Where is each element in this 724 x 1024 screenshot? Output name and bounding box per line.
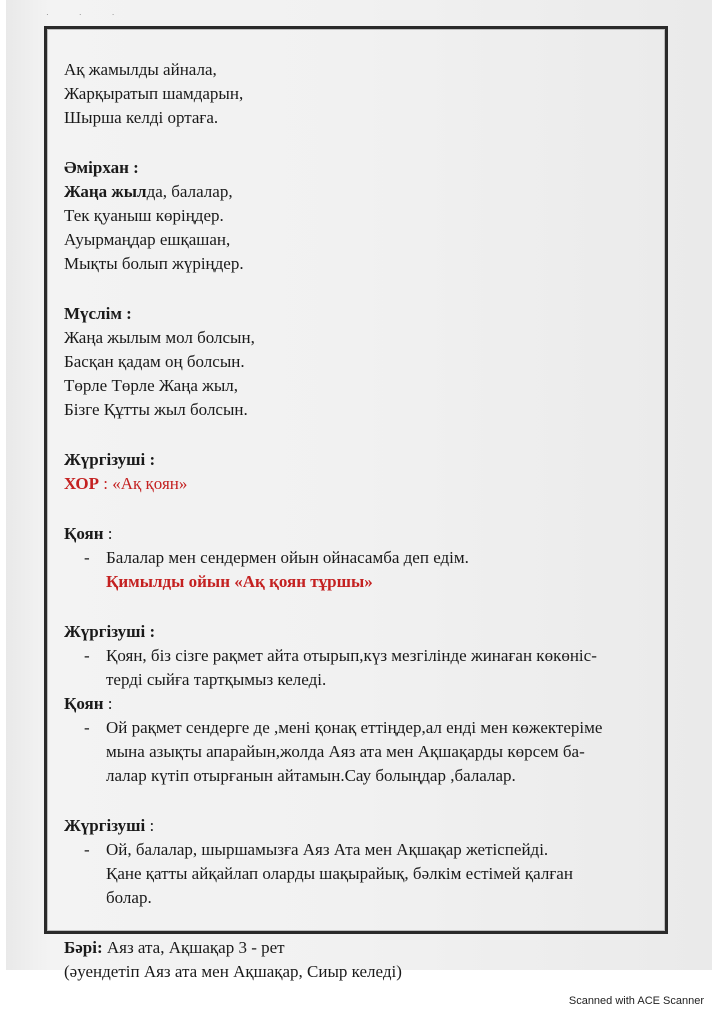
dialogue-continuation: Қане қатты айқайлап оларды шақырайық, бәлкім естімей қалған	[106, 864, 573, 883]
amirkhan-stanza	[64, 156, 654, 276]
poem-line: Жаңа жылым мол болсын,	[64, 328, 255, 347]
all-section	[64, 936, 654, 984]
speaker-line	[64, 522, 654, 546]
speaker-name: Әмірхан :	[64, 158, 139, 177]
speaker-name: Мүслім :	[64, 304, 132, 323]
scanner-watermark: Scanned with ACE Scanner	[568, 995, 704, 1007]
poem-line: Жарқыратып шамдарын,	[64, 84, 244, 103]
dash-bullet: -	[84, 548, 90, 567]
all-line	[64, 936, 654, 960]
dialogue-text: Балалар мен сендермен ойын ойнасамба деп едім.	[106, 548, 469, 567]
speaker-name: Жүргізуші	[64, 816, 146, 835]
speaker-name: Қоян	[64, 524, 104, 543]
dialogue-item	[64, 644, 654, 668]
host-section-3	[64, 814, 654, 910]
choir-label: ХОР	[64, 474, 100, 493]
speaker-name: Бәрі:	[64, 938, 103, 957]
speaker-name: Жүргізуші :	[64, 450, 156, 469]
speaker-colon: :	[103, 524, 113, 543]
rabbit-section-2	[64, 692, 654, 788]
dialogue-continuation: лалар күтіп отырғанын айтамын.Сау болыңдар ,балалар.	[106, 766, 516, 785]
host-section-2	[64, 620, 654, 692]
choir-line	[64, 472, 654, 496]
speaker-line	[64, 692, 654, 716]
dialogue-continuation: терді сыйға тартқымыз келеді.	[106, 670, 327, 689]
dialogue-text: Ой, балалар, шыршамызға Аяз Ата мен Ақшақар жетіспейді.	[106, 840, 549, 859]
poem-line: Мықты болып жүріңдер.	[64, 254, 244, 273]
host-section-1	[64, 448, 654, 496]
dialogue-continuation: болар.	[106, 888, 152, 907]
line-rest: да, балалар,	[146, 182, 233, 201]
dash-bullet: -	[84, 718, 90, 737]
dialogue-item	[64, 546, 654, 570]
scan-specks: · · ·	[46, 10, 129, 19]
dialogue-item	[64, 716, 654, 740]
poem-line: Ақ жамылды айнала,	[64, 60, 217, 79]
dash-bullet: -	[84, 646, 90, 665]
rabbit-section-1	[64, 522, 654, 594]
dialogue-text: Қоян, біз сізге рақмет айта отырып,күз мезгілінде жинаған көкөніс-	[106, 646, 597, 665]
dialogue-text: Ой рақмет сендерге де ,мені қонақ еттіңдер,ал енді мен көжектеріме	[106, 718, 603, 737]
speaker-name: Қоян	[64, 694, 104, 713]
poem-line: Шырша келді ортаға.	[64, 108, 219, 127]
choir-song: : «Ақ қоян»	[99, 474, 188, 493]
poem-line: Төрле Төрле Жаңа жыл,	[64, 376, 239, 395]
poem-line: Басқан қадам оң болсын.	[64, 352, 245, 371]
poem-line: Тек қуаныш көріңдер.	[64, 206, 224, 225]
dialogue-item	[64, 838, 654, 862]
script-text	[64, 58, 654, 984]
speaker-line	[64, 814, 654, 838]
speaker-colon: :	[103, 694, 113, 713]
muslim-stanza	[64, 302, 654, 422]
poem-stanza	[64, 58, 654, 130]
all-text: Аяз ата, Ақшақар 3 - рет	[102, 938, 285, 957]
poem-line: Ауырмаңдар ешқашан,	[64, 230, 231, 249]
poem-line	[64, 180, 654, 204]
game-title: Қимылды ойын «Ақ қоян тұршы»	[106, 572, 373, 591]
speaker-name: Жүргізуші :	[64, 622, 156, 641]
bold-phrase: Жаңа жыл	[64, 182, 147, 201]
stage-direction: (әуендетіп Аяз ата мен Ақшақар, Сиыр келеді)	[64, 962, 402, 981]
poem-line: Бізге Құтты жыл болсын.	[64, 400, 248, 419]
dialogue-continuation: мына азықты апарайын,жолда Аяз ата мен Ақшақарды көрсем ба-	[106, 742, 585, 761]
speaker-colon: :	[145, 816, 155, 835]
dash-bullet: -	[84, 840, 90, 859]
